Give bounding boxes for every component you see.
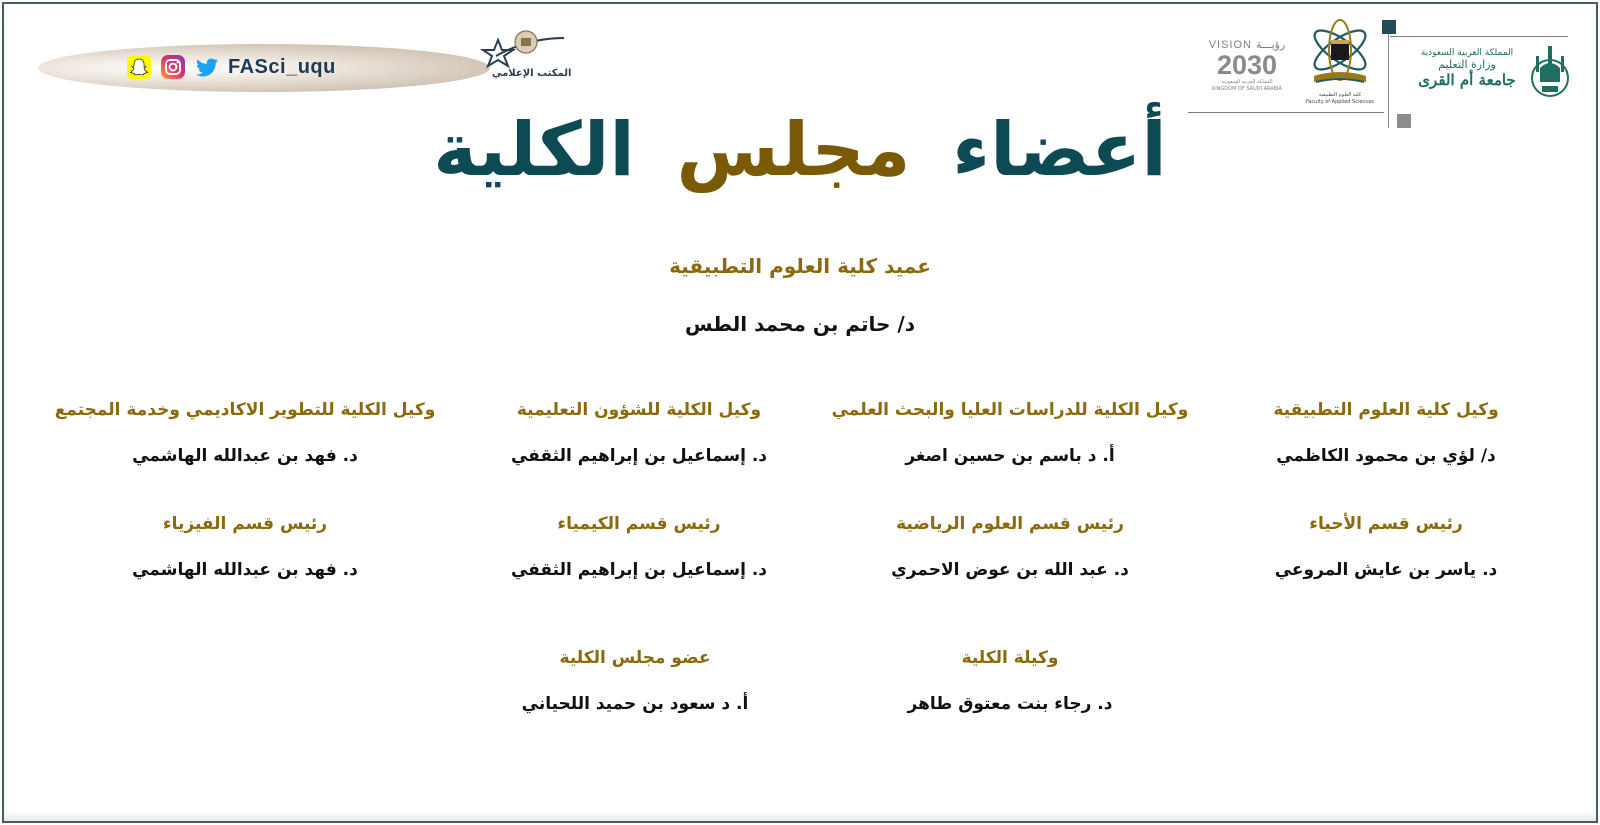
member-card (870, 646, 1150, 716)
member-card (1236, 512, 1536, 582)
social-banner (38, 44, 490, 92)
member-name: د. إسماعيل بن إبراهيم الثقفي (510, 446, 768, 466)
member-card (1236, 398, 1536, 468)
kingdom-label: المملكة العربية السعودية (1420, 48, 1514, 58)
faculty-caption-en: Faculty of Applied Sciences (1305, 99, 1375, 105)
university-logo (1410, 42, 1574, 106)
faculty-caption-ar: كلية العلوم التطبيقية (1318, 92, 1362, 98)
vision-2030-logo (1202, 38, 1292, 98)
vision-year: 2030 (1216, 50, 1278, 80)
social-handle[interactable]: FASci_uqu (228, 56, 336, 78)
member-role: وكيل الكلية للشؤون التعليمية (516, 400, 762, 420)
social-icons (126, 54, 220, 80)
member-name: د. عبد الله بن عوض الاحمري (891, 560, 1129, 580)
member-name: د. فهد بن عبدالله الهاشمي (132, 560, 358, 580)
page-title (0, 102, 1600, 198)
member-card (810, 512, 1210, 582)
title-part-1: أعضاء (952, 107, 1167, 193)
member-role: وكيل الكلية للدراسات العليا والبحث العلمي (831, 400, 1189, 420)
member-card (22, 398, 468, 468)
dean-name: د/ حاتم بن محمد الطس (685, 312, 915, 336)
member-role: رئيس قسم الأحياء (1309, 514, 1463, 534)
member-card (22, 512, 468, 582)
atom-book-icon (1304, 18, 1376, 92)
title-part-2: مجلس (676, 107, 911, 193)
member-role: رئيس قسم العلوم الرياضية (896, 514, 1124, 534)
vision-sub-en: KINGDOM OF SAUDI ARABIA (1211, 86, 1283, 92)
member-role: رئيس قسم الكيمياء (557, 514, 721, 534)
member-role: وكيل كلية العلوم التطبيقية (1273, 400, 1499, 420)
faculty-logo (1300, 18, 1380, 110)
member-card (484, 398, 794, 468)
university-name: جامعة أم القرى (1418, 71, 1516, 89)
university-text (1410, 48, 1524, 89)
member-name: د. رجاء بنت معتوق طاهر (907, 694, 1113, 714)
snapchat-icon[interactable] (126, 54, 152, 80)
media-office-star-icon (478, 28, 586, 72)
ministry-label: وزارة التعليم (1438, 58, 1496, 71)
vision-sub-ar: المملكة العربية السعودية (1221, 79, 1273, 85)
member-role: عضو مجلس الكلية (559, 648, 711, 668)
member-name: د/ لؤي بن محمود الكاظمي (1276, 446, 1496, 466)
member-name: د. إسماعيل بن إبراهيم الثقفي (510, 560, 768, 580)
twitter-icon[interactable] (194, 54, 220, 80)
dean-title: عميد كلية العلوم التطبيقية (669, 254, 931, 278)
member-name: د. فهد بن عبدالله الهاشمي (132, 446, 358, 466)
member-name: د. ياسر بن عايش المروعي (1274, 560, 1498, 580)
divider-line (1390, 36, 1568, 37)
frame-bottom-shadow (4, 811, 1596, 821)
media-office-logo (478, 28, 586, 88)
media-office-label: المكتب الإعلامي (492, 68, 572, 79)
member-role: وكيلة الكلية (961, 648, 1059, 668)
member-card (484, 512, 794, 582)
instagram-icon[interactable] (160, 54, 186, 80)
vision-label: VISION رؤيـــة (1208, 39, 1286, 51)
member-name: أ. د سعود بن حميد اللحياني (521, 694, 749, 714)
member-role: رئيس قسم الفيزياء (162, 514, 328, 534)
member-card (470, 646, 800, 716)
decor-square (1382, 20, 1396, 34)
member-role: وكيل الكلية للتطوير الاكاديمي وخدمة المجتمع (54, 400, 436, 420)
university-seal-icon (1528, 42, 1572, 100)
member-name: أ. د باسم بن حسين اصغر (905, 446, 1115, 466)
member-card (810, 398, 1210, 468)
title-part-3: الكلية (433, 107, 635, 193)
